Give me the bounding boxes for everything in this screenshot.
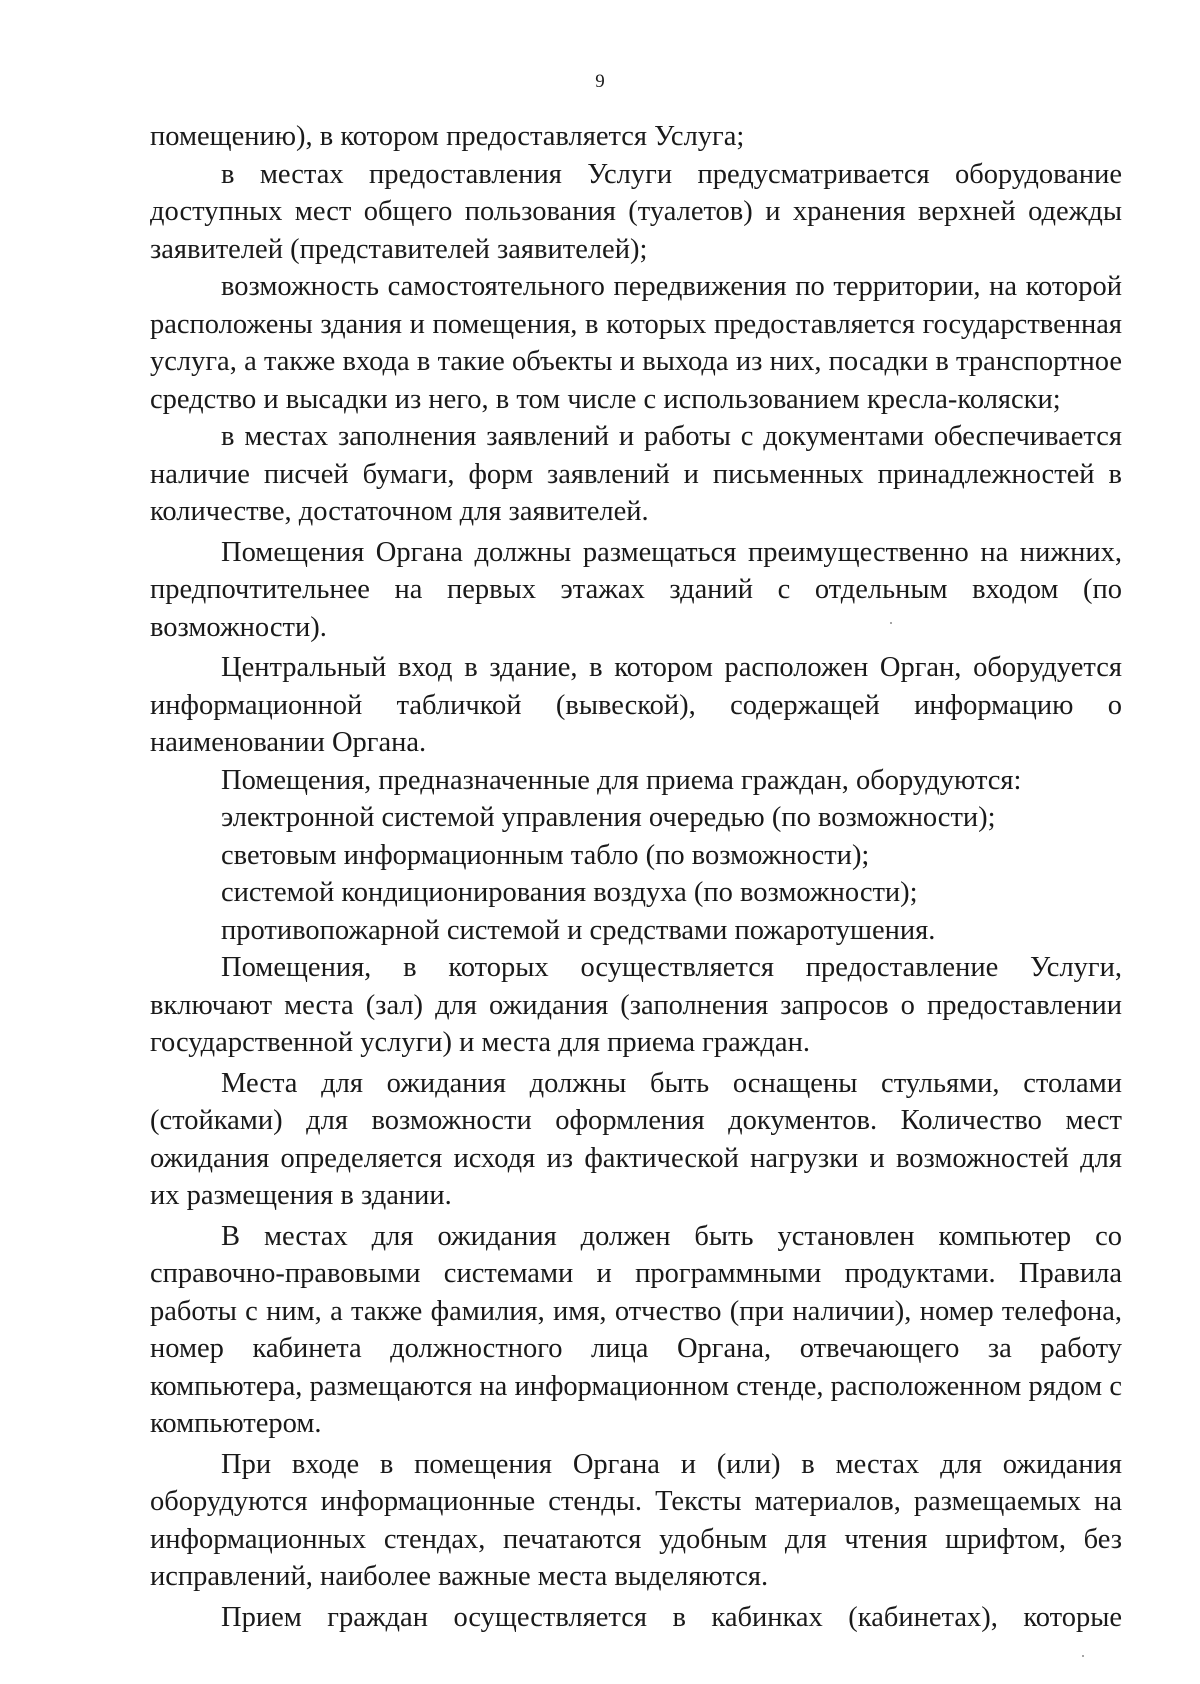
paragraph-premises-continuation: помещению), в котором предоставляется Услуга; [150, 121, 745, 152]
paragraph-information-stands: При входе в помещения Органа и (или) в местах для ожидания оборудуются информационные стенды. Тексты материалов, размещаемых на информационных стендах, печатаются удобным для чтения шрифтом, без исправлений, наиболее важные места выделяются. [150, 1448, 1122, 1592]
list-item-info-board: световым информационным табло (по возможности); [221, 839, 870, 871]
paragraph-writing-supplies: в местах заполнения заявлений и работы с документами обеспечивается наличие писчей бумаги, форм заявлений и письменных принадлежностей в количестве, достаточном для заявителей. [150, 421, 1122, 527]
paragraph-reference-computer: В местах для ожидания должен быть установлен компьютер со справочно-правовыми системами и программными продуктами. Правила работы с ним, а также фамилия, имя, отчество (при наличии), номер телефона, номер кабинета должностного лица Органа, отвечающего за работу компьютера, размещаются на информационном стенде, расположенном рядом с компьютером. [150, 1220, 1122, 1439]
document-body [150, 118, 1122, 1636]
paragraph-lower-floors: Помещения Органа должны размещаться преимущественно на нижних, предпочтительнее на первых этажах зданий с отдельным входом (по возможности). [150, 536, 1122, 643]
paragraph-reception-equipment-intro: Помещения, предназначенные для приема граждан, оборудуются: [221, 764, 1022, 796]
paragraph-reception-booths: Прием граждан осуществляется в кабинках (кабинетах), которые [221, 1601, 1122, 1633]
page-number: 9 [595, 71, 605, 92]
paragraph-public-facilities: в местах предоставления Услуги предусматривается оборудование доступных мест общего пользования (туалетов) и хранения верхней одежды заявителей (представителей заявителей); [150, 158, 1122, 265]
paragraph-independent-movement: возможность самостоятельного передвижения по территории, на которой расположены здания и помещения, в которых предоставляется государственная услуга, а также входа в такие объекты и выхода из них, посадки в транспортное средство и высадки из него, в том числе с использованием кресла-коляски; [150, 271, 1122, 415]
paragraph-waiting-furniture: Места для ожидания должны быть оснащены стульями, столами (стойками) для возможности оформления документов. Количество мест ожидания определяется исходя из фактической нагрузки и возможностей для их размещения в здании. [150, 1067, 1122, 1211]
paragraph-central-entrance: Центральный вход в здание, в котором расположен Орган, оборудуется информационной табличкой (вывеской), содержащей информацию о наименовании Органа. [150, 652, 1122, 758]
list-item-air-conditioning: системой кондиционирования воздуха (по возможности); [221, 877, 918, 908]
paragraph-waiting-areas: Помещения, в которых осуществляется предоставление Услуги, включают места (зал) для ожидания (заполнения запросов о предоставлении государственной услуги) и места для приема граждан. [150, 952, 1122, 1058]
scan-speck [1082, 1655, 1084, 1657]
list-item-queue-system: электронной системой управления очередью (по возможности); [221, 802, 996, 833]
list-item-fire-system: противопожарной системой и средствами пожаротушения. [221, 914, 936, 946]
scan-speck [890, 622, 892, 624]
